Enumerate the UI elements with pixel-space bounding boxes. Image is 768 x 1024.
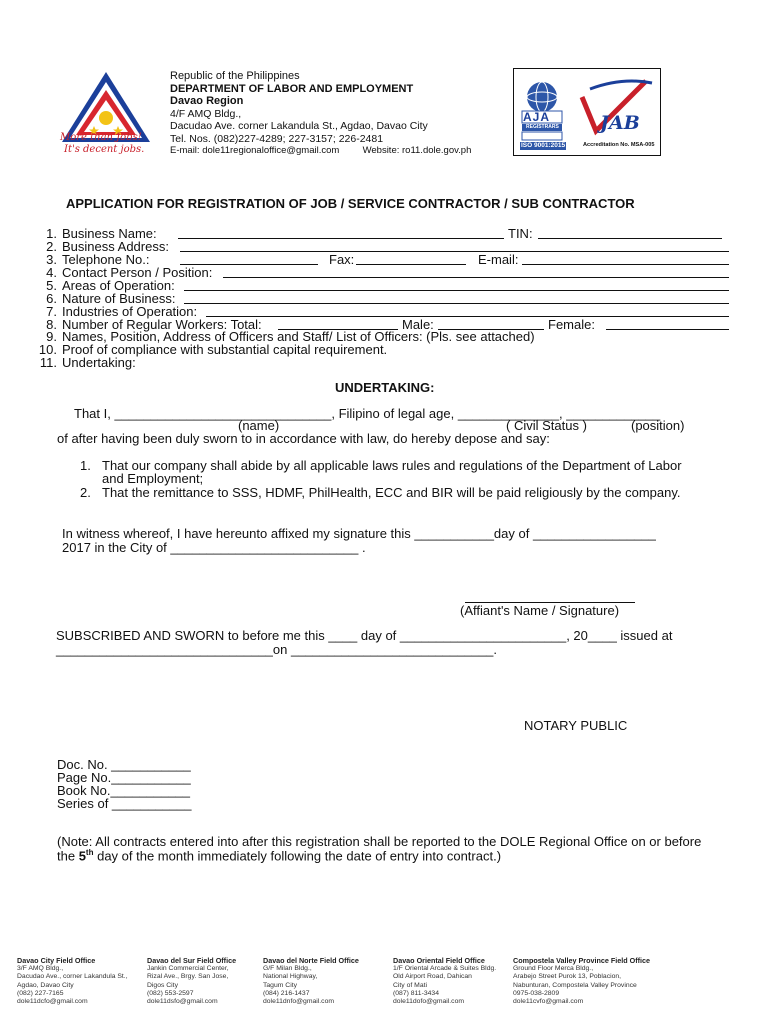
footer-office-line: Nabunturan, Compostela Valley Province [513,981,637,989]
agency-website: Website: ro11.dole.gov.ph [362,145,472,156]
subscribed-line-2: ______________________________on ____________________________. [56,642,498,657]
logo-tagline-2: It's decent jobs. [64,144,145,155]
female-label: Female: [548,317,595,332]
witness-line-1: In witness whereof, I have hereunto affixed my signature this ___________day of _________________ [62,526,656,541]
regular-workers-label: Number of Regular Workers: Total: [62,317,262,332]
field-11-number: 11. [39,355,57,370]
tin-label: TIN: [508,226,533,241]
cert-iso: ISO 9001:2015 [521,142,566,149]
footer-office-line: 3/F AMQ Bldg., [17,965,64,973]
business-address-field[interactable] [180,251,729,252]
field-9-number: 9. [46,329,57,344]
footer-office-line: Ground Floor Merca Bldg., [513,965,594,973]
cert-registrars: REGISTRARS [526,124,559,130]
footer-office-line: City of Mati [393,981,427,989]
field-1-number: 1. [46,226,57,241]
footer-office-title: Davao Oriental Field Office [393,956,485,965]
footer-office-davao-del-sur [147,957,236,1006]
footer-office-email: dole11dnfo@gmail.com [263,998,335,1006]
affiant-caption: (Affiant's Name / Signature) [460,603,620,618]
footer-office-line: G/F Milan Bldg., [263,965,312,973]
footer-office-compostela-valley [513,957,650,1006]
capital-requirement-label: Proof of compliance with substantial capital requirement. [62,342,388,357]
item-1-text: That our company shall abide by all applicable laws rules and regulations of the Department of Labor [102,458,682,473]
note-day-number: 5 [78,848,86,864]
footer-office-email: dole11dcfo@gmail.com [17,998,88,1006]
field-2-number: 2. [46,239,57,254]
footer-office-line: Tagum City [263,981,297,989]
note-the: the [57,848,79,864]
footer-office-line: Digos City [147,981,178,989]
male-label: Male: [402,317,434,332]
female-workers-field[interactable] [606,329,729,330]
nature-of-business-label: Nature of Business: [62,291,176,306]
footer-office-line: 0975-038-2809 [513,989,560,997]
series-of: Series of ___________ [57,796,192,811]
note-day-suffix: th [85,848,94,857]
field-6-number: 6. [46,291,57,306]
note-rest: day of the month immediately following the date of entry into contract.) [93,848,502,864]
footer-office-line: National Highway, [263,973,318,981]
subscribed-line-1: SUBSCRIBED AND SWORN to before me this ____ day of _______________________, 20____ issued at [56,628,673,643]
doc-number: Doc. No. ___________ [57,757,191,772]
footer-office-line: (082) 553-2597 [147,989,194,997]
footer-office-line: (084) 216-1437 [263,989,310,997]
note-line-2 [57,848,501,863]
telephone-label: Telephone No.: [62,252,150,267]
item-2-number: 2. [80,485,91,500]
footer-office-title: Davao del Sur Field Office [147,956,237,965]
contact-person-field[interactable] [223,277,729,278]
logo-tagline-1: More than Jobs! [60,132,142,143]
item-2-text: That the remittance to SSS, HDMF, PhilHealth, ECC and BIR will be paid religiously by the company. [102,485,681,500]
footer-office-line: Agdao, Davao City [17,981,74,989]
footer-office-line: Rizal Ave., Brgy. San Jose, [147,973,229,981]
footer-office-email: dole11cvfo@gmail.com [513,998,584,1006]
footer-office-line: 1/F Oriental Arcade & Suites Bldg. [393,965,497,973]
footer-office-line: (082) 227-7165 [17,989,64,997]
field-4-number: 4. [46,265,57,280]
agency-email: E-mail: dole11regionaloffice@gmail.com [170,145,340,156]
footer-office-email: dole11dsfo@gmail.com [147,998,218,1006]
notary-public: NOTARY PUBLIC [524,718,628,733]
field-3-number: 3. [46,252,57,267]
sworn-statement: of after having been duly sworn to in accordance with law, do hereby depose and say: [57,431,550,446]
item-1-text-cont: and Employment; [102,471,204,486]
industries-field[interactable] [206,316,729,317]
cert-jab: JAB [600,112,640,134]
agency-region: Davao Region [170,95,244,107]
letterhead-text [170,70,471,158]
field-8-number: 8. [46,317,57,332]
form-title: APPLICATION FOR REGISTRATION OF JOB / SERVICE CONTRACTOR / SUB CONTRACTOR [66,196,635,211]
nature-of-business-field[interactable] [184,303,729,304]
note-line-1: (Note: All contracts entered into after this registration shall be reported to the DOLE Regional Office on or before [57,834,702,849]
officers-label: Names, Position, Address of Officers and Staff/ List of Officers: (Pls. see attached) [62,329,535,344]
agency-address-2: Dacudao Ave. corner Lakandula St., Agdao, Davao City [170,120,428,132]
contact-person-label: Contact Person / Position: [62,265,213,280]
undertaking-label: Undertaking: [62,355,136,370]
cert-accreditation: Accreditation No. MSA-005 [583,142,655,148]
industries-label: Industries of Operation: [62,304,198,319]
footer-office-title: Davao City Field Office [17,956,96,965]
footer-office-title: Compostela Valley Province Field Office [513,956,651,965]
footer-office-line: (087) 811-3434 [393,989,439,997]
footer-office-line: Arabejo Street Purok 13, Poblacion, [513,973,622,981]
cert-aja: AJA [523,110,551,124]
field-10-number: 10. [38,342,57,357]
caption-name: (name) [238,418,280,433]
fax-label: Fax: [329,252,355,267]
item-1-number: 1. [80,458,91,473]
that-i-statement: That I, ______________________________, Filipino of legal age, ______________, _____________ [74,406,661,421]
book-number: Book No.___________ [57,783,191,798]
agency-telephone: Tel. Nos. (082)227-4289; 227-3157; 226-2481 [170,132,384,145]
footer-office-davao-oriental [393,957,496,1006]
business-name-field[interactable] [178,238,504,239]
footer-office-line: Dacudao Ave., corner Lakandula St., [17,973,128,981]
footer-office-line: Jankin Commercial Center, [147,965,229,973]
footer-office-email: dole11dofo@gmail.com [393,998,465,1006]
footer-office-davao-city [17,957,128,1006]
areas-of-operation-field[interactable] [184,290,729,291]
field-5-number: 5. [46,278,57,293]
caption-position: (position) [631,418,685,433]
footer-office-title: Davao del Norte Field Office [263,956,359,965]
field-7-number: 7. [46,304,57,319]
witness-line-2: 2017 in the City of __________________________ . [62,540,366,555]
footer-office-line: Old Airport Road, Dahican [393,973,472,981]
email-field[interactable] [522,264,729,265]
fax-field[interactable] [356,264,466,265]
email-label: E-mail: [478,252,519,267]
tin-field[interactable] [538,238,722,239]
business-address-label: Business Address: [62,239,169,254]
agency-republic: Republic of the Philippines [170,70,300,82]
agency-address-1: 4/F AMQ Bldg., [170,107,242,120]
caption-civil-status: ( Civil Status ) [506,418,587,433]
page-number: Page No.___________ [57,770,191,785]
footer-office-davao-del-norte [263,957,359,1006]
agency-name: DEPARTMENT OF LABOR AND EMPLOYMENT [170,82,414,95]
business-name-label: Business Name: [62,226,157,241]
undertaking-heading: UNDERTAKING: [335,380,435,395]
areas-of-operation-label: Areas of Operation: [62,278,175,293]
